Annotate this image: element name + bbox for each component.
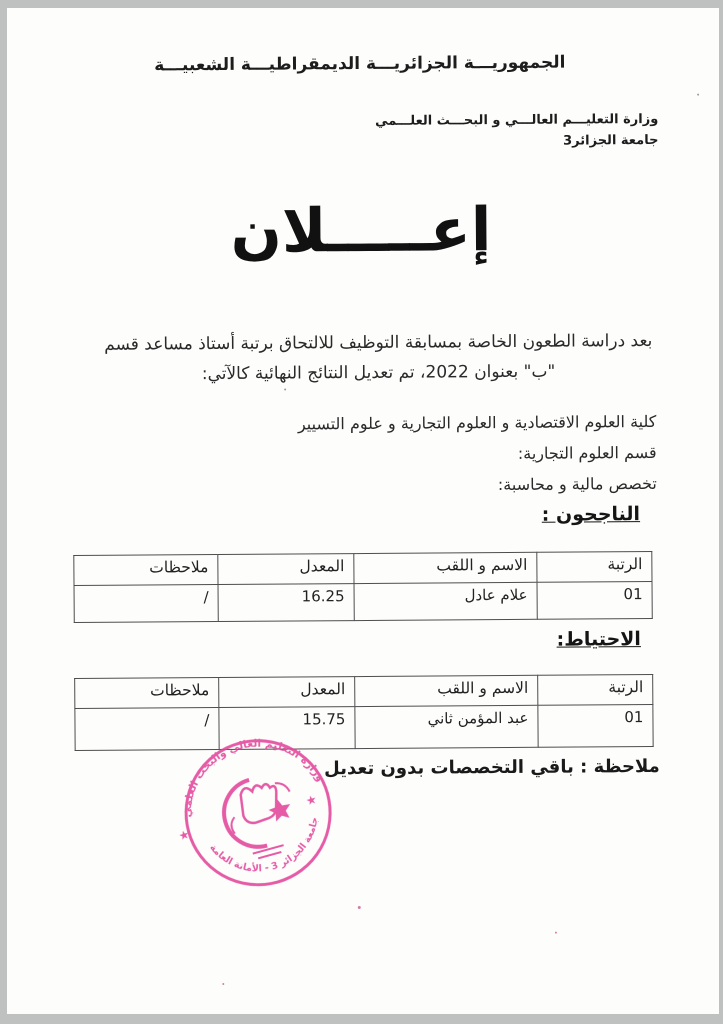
rank-cell: 01 [538,704,653,747]
reserve-heading: الاحتياط: [556,628,641,651]
stamp-ring-text-bottom: جامعة الجزائر 3 - الأمانة العامة [207,816,321,875]
column-header-name: الاسم و اللقب [355,675,538,706]
stamp-outer-ring [170,724,347,901]
department-line: قسم العلوم التجارية: [517,442,657,463]
stamp-ring-text-top: وزارة التعليم العالي والبحث العلمي [181,737,327,818]
average-cell: 16.25 [218,584,354,622]
reserve-table [74,674,653,751]
intro-paragraph: بعد دراسة الطعون الخاصة بمسابقة التوظيف للالتحاق برتبة أستاذ مساعد قسم "ب" بعنوان 2022، تم تعديل النتائج النهائية كالآتي: [104,330,653,385]
column-header-rank: الرتبة [537,551,652,582]
table-row [74,581,652,622]
name-cell: علام عادل [354,582,537,620]
ministry-line: وزارة التعليـــم العالـــي و البحـــث العلـــمي [375,111,659,129]
column-header-remarks: ملاحظات [75,678,219,709]
column-header-average: المعدل [219,677,355,708]
column-header-average: المعدل [218,554,354,585]
university-line: جامعة الجزائر3 [563,132,659,149]
star-icon [266,796,293,822]
specialty-line: تخصص مالية و محاسبة: [497,473,657,495]
ministry-block [375,109,659,153]
ink-speck [358,906,361,909]
scan-speck [284,389,286,391]
winners-table-header-row [74,551,652,585]
star-icon: ★ [304,791,319,809]
ink-speck [555,932,557,934]
name-cell: عبد المؤمن ثاني [355,705,538,748]
ink-speck [222,983,224,985]
scanned-page [7,8,719,1014]
column-header-name: الاسم و اللقب [354,552,537,583]
page-content [3,6,722,1017]
scan-speck [697,94,699,96]
reserve-table-header-row [75,674,653,708]
remarks-cell: / [74,585,218,623]
remarks-cell: / [75,708,219,751]
average-cell: 15.75 [219,707,355,750]
rank-cell: 01 [537,581,652,619]
star-icon: ★ [176,827,192,844]
faculty-block [298,406,657,502]
announcement-title: إعـــــلان [230,195,492,267]
winners-table [73,551,652,623]
column-header-rank: الرتبة [538,674,653,705]
table-row [75,704,653,750]
column-header-remarks: ملاحظات [74,555,218,586]
faculty-line: كلية العلوم الاقتصادية و العلوم التجارية و علوم التسيير [297,411,657,434]
republic-header: الجمهوريـــة الجزائريـــة الديمقراطيـــة الشعبيـــة [154,52,566,76]
note-line: ملاحظة : باقي التخصصات بدون تعديل [324,755,660,780]
winners-heading: الناجحون : [541,503,641,526]
